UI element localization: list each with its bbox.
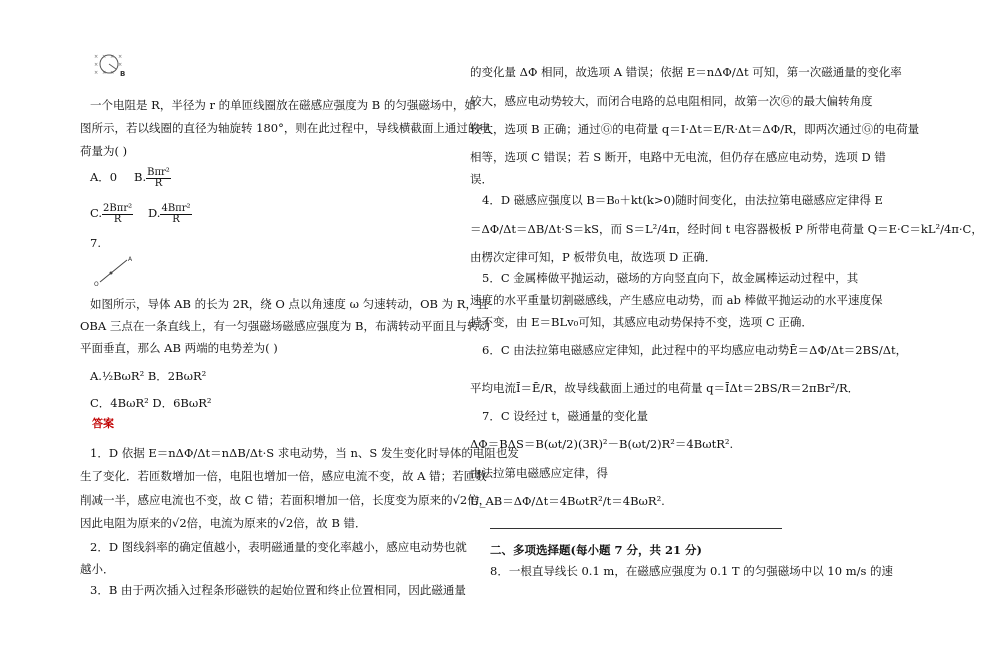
answer-4-line-1: 4．D 磁感应强度以 B＝B₀＋kt(k>0)随时间变化，由法拉第电磁感应定律得 E [482, 193, 883, 207]
rod-figure [94, 254, 134, 288]
answer-1-line-3: 削减一半，感应电流也不变，故 C 错；若面积增加一倍，长度变为原来的√2倍， [80, 493, 491, 507]
svg-text:×: × [102, 54, 107, 60]
q7-number: 7. [90, 236, 101, 250]
q7-line-1: 如图所示，导体 AB 的长为 2R，绕 O 点以角速度 ω 匀速转动，OB 为 R，且 [90, 297, 489, 311]
q7-options-cd: C．4BωR² D．6BωR² [90, 396, 212, 410]
svg-text:×: × [118, 54, 123, 60]
answer-3-cont-3: 较大，选项 B 正确；通过Ⓖ的电荷量 q＝I·Δt＝E/R·Δt＝ΔΦ/R，即两次通过Ⓖ的电荷量 [470, 122, 920, 136]
svg-text:×: × [110, 54, 115, 60]
answer-4-line-3: 由楞次定律可知，P 板带负电，故选项 D 正确． [470, 250, 717, 264]
q6-option-a: A．0 [90, 170, 118, 184]
q7-line-2: OBA 三点在一条直线上，有一匀强磁场磁感应强度为 B，布满转动平面且与转动 [80, 319, 490, 333]
q6-line-2: 图所示，若以线圈的直径为轴旋转 180°，则在此过程中，导线横截面上通过的电 [80, 121, 491, 135]
answer-5-line-1: 5．C 金属棒做平抛运动，磁场的方向竖直向下，故金属棒运动过程中，其 [482, 271, 859, 285]
answer-3-cont-5: 误． [470, 172, 493, 186]
q6-option-c: C. $\frac{\text{2Bπr²}}{R}$ [90, 202, 133, 225]
answer-3-cont-1: 的变化量 ΔΦ 相同，故选项 A 错误；依据 E＝nΔΦ/Δt 可知，第一次磁通量的变化率 [470, 65, 902, 79]
q6-option-d: D. $\frac{\text{4Bπr²}}{R}$ [148, 202, 191, 225]
q6-option-b: B. $\frac{\text{Bπr²}}{R}$ [134, 166, 170, 189]
answer-2-line-2: 越小． [80, 562, 115, 576]
question-8-line-1: 8．一根直导线长 0.1 m，在磁感应强度为 0.1 T 的匀强磁场中以 10 m/s 的速 [490, 564, 894, 578]
answer-5-line-3: 持不变，由 E＝BLv₀可知，其感应电动势保持不变，选项 C 正确． [470, 315, 813, 329]
svg-text:×: × [102, 70, 107, 76]
svg-text:×: × [118, 62, 123, 68]
svg-text:O: O [94, 281, 99, 288]
svg-text:×: × [94, 62, 99, 68]
q6-line-1: 一个电阻是 R，半径为 r 的单匝线圈放在磁感应强度为 B 的匀强磁场中，如 [90, 98, 476, 112]
svg-text:×: × [94, 70, 99, 76]
answer-7-line-2: ΔΦ＝BΔS＝B(ωt/2)(3R)²－B(ωt/2)R²＝4BωtR². [470, 437, 734, 451]
answer-heading: 答案 [92, 417, 114, 430]
answer-7-line-3: 由法拉第电磁感应定律，得 [470, 466, 608, 480]
section-divider [490, 528, 782, 529]
svg-text:×: × [110, 70, 115, 76]
answer-1-line-4: 因此电阻为原来的√2倍，电流为原来的√2倍，故 B 错． [80, 516, 367, 530]
answer-3-line-1: 3．B 由于两次插入过程条形磁铁的起始位置和终止位置相同，因此磁通量 [90, 583, 466, 597]
answer-6-line-1: 6．C 由法拉第电磁感应定律知，此过程中的平均感应电动势Ē＝ΔΦ/Δt＝2BS/Δt， [482, 343, 908, 357]
answer-5-line-2: 速度的水平重量切割磁感线，产生感应电动势，而 ab 棒做平抛运动的水平速度保 [470, 293, 883, 307]
answer-4-line-2: ＝ΔΦ/Δt＝ΔB/Δt·S＝kS，而 S＝L²/4π，经时间 t 电容器极板 P 所带电荷量 Q＝E·C＝kL²/4π·C， [470, 222, 983, 236]
q7-line-3: 平面垂直，那么 AB 两端的电势差为( ) [80, 341, 278, 355]
svg-text:B: B [120, 70, 126, 78]
coil-figure [92, 52, 130, 78]
answer-6-line-2: 平均电流Ī＝Ē/R，故导线截面上通过的电荷量 q＝ĪΔt＝2BS/R＝2πBr²/R． [470, 381, 860, 395]
q7-options-ab: A.½BωR² B．2BωR² [90, 369, 207, 383]
answer-7-line-4: U_AB＝ΔΦ/Δt＝4BωtR²/t＝4BωR². [470, 494, 665, 508]
answer-2-line-1: 2．D 图线斜率的确定值越小，表明磁通量的变化率越小，感应电动势也就 [90, 540, 467, 554]
section-2-heading: 二、多项选择题(每小题 7 分，共 21 分) [490, 543, 702, 557]
q6-line-3: 荷量为( ) [80, 144, 128, 158]
svg-text:×: × [94, 54, 99, 60]
answer-3-cont-2: 较大，感应电动势较大，而闭合电路的总电阻相同，故第一次Ⓖ的最大偏转角度 [470, 94, 873, 108]
answer-1-line-2: 生了变化．若匝数增加一倍，电阻也增加一倍，感应电流不变，故 A 错；若匝数 [80, 469, 487, 483]
svg-text:A: A [128, 256, 133, 263]
answer-7-line-1: 7．C 设经过 t，磁通量的变化量 [482, 409, 649, 423]
answer-1-line-1: 1．D 依据 E＝nΔΦ/Δt＝nΔB/Δt·S 求电动势，当 n、S 发生变化时导体的电阻也发 [90, 446, 519, 460]
answer-3-cont-4: 相等，选项 C 错误；若 S 断开，电路中无电流，但仍存在感应电动势，选项 D 错 [470, 150, 886, 164]
